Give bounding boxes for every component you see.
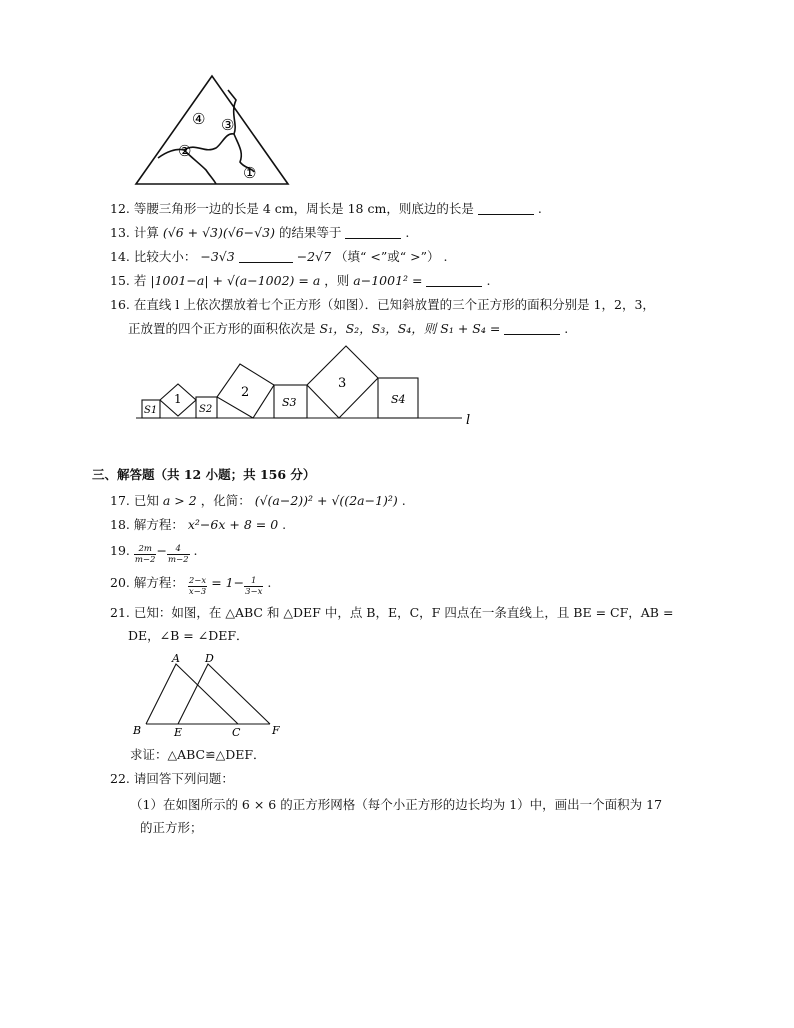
- question-text: 比较大小：: [133, 249, 197, 264]
- question-end: .: [401, 493, 406, 508]
- math-expression: (√(a−2))² + √((2a−1)²): [254, 493, 398, 508]
- question-15: [110, 272, 490, 290]
- question-21-proof: 求证：△ABC≌△DEF．: [130, 747, 266, 762]
- answer-blank: [478, 202, 534, 215]
- question-text: 请回答下列问题：: [133, 771, 234, 786]
- vertex-label-a: A: [172, 652, 180, 665]
- question-text: 已知: [133, 493, 159, 508]
- math-expression: S₁，S₂，S₃，S₄，则 S₁ + S₄ =: [319, 321, 501, 336]
- question-number: 19.: [110, 543, 130, 558]
- vertex-label-c: C: [232, 726, 241, 739]
- question-end: .: [443, 249, 448, 264]
- math-expression: a−1001² =: [353, 273, 423, 288]
- fraction-denominator: m−2: [134, 555, 156, 565]
- question-number: 21.: [110, 605, 130, 620]
- question-text: 若: [133, 273, 147, 288]
- math-expression: |1001−a| + √(a−1002) = a: [150, 273, 321, 288]
- question-21: [110, 604, 673, 622]
- question-16-line-2: [128, 320, 568, 338]
- question-text: 解方程：: [133, 575, 184, 590]
- square-label-3: 3: [338, 376, 347, 391]
- question-21-line-2: DE，∠B = ∠DEF．: [128, 628, 249, 643]
- question-22-part-1-line-2: 的正方形；: [140, 820, 203, 835]
- question-number: 18.: [110, 517, 130, 532]
- question-end: .: [537, 201, 542, 216]
- question-number: 16.: [110, 297, 130, 312]
- question-end: .: [486, 273, 491, 288]
- section-title: 三、解答题（共 12 小题；共 156 分）: [92, 467, 316, 482]
- question-number: 22.: [110, 771, 130, 786]
- fraction: [188, 576, 207, 597]
- question-14: [110, 248, 447, 266]
- line-label-l: l: [466, 413, 471, 428]
- question-number: 13.: [110, 225, 130, 240]
- vertex-label-f: F: [272, 724, 280, 737]
- question-text: ，则: [324, 273, 350, 288]
- squares-on-line-figure: [130, 340, 480, 432]
- fraction: [134, 544, 157, 565]
- question-22: [110, 770, 234, 788]
- question-number: 17.: [110, 493, 130, 508]
- fraction-numerator: 4: [167, 544, 190, 555]
- region-label-4: ④: [192, 110, 206, 128]
- question-text: 计算: [133, 225, 159, 240]
- question-13: [110, 224, 409, 242]
- vertex-label-b: B: [133, 724, 142, 737]
- question-20: [110, 574, 271, 597]
- question-17: [110, 492, 406, 510]
- region-label-3: ③: [221, 116, 235, 134]
- answer-blank: [426, 274, 482, 287]
- fraction-numerator: 2m: [134, 544, 157, 555]
- question-end: .: [193, 543, 198, 558]
- question-text: 已知：如图，在 △ABC 和 △DEF 中，点 B，E，C，F 四点在一条直线上，且 BE = CF，AB =: [133, 605, 674, 620]
- square-label-s4: S4: [391, 393, 406, 406]
- question-number: 14.: [110, 249, 130, 264]
- question-text: 解方程：: [133, 517, 184, 532]
- question-number: 12.: [110, 201, 130, 216]
- vertex-label-d: D: [205, 652, 214, 665]
- square-label-s3: S3: [282, 396, 297, 409]
- question-22-part-1: （1）在如图所示的 6 × 6 的正方形网格（每个小正方形的边长均为 1）中，画出一个面积为 17: [130, 797, 663, 812]
- question-text: 等腰三角形一边的长是 4 cm，周长是 18 cm，则底边的长是: [133, 201, 474, 216]
- region-label-1: ①: [243, 164, 257, 182]
- square-label-2: 2: [241, 385, 250, 400]
- answer-blank: [239, 250, 293, 263]
- math-expression: x²−6x + 8 = 0: [187, 517, 279, 532]
- question-text: 的结果等于: [278, 225, 342, 240]
- two-triangles-figure: [128, 650, 288, 740]
- square-label-s2: S2: [199, 404, 213, 415]
- question-12: [110, 200, 542, 218]
- question-text: ，化简：: [200, 493, 251, 508]
- fraction-denominator: x−3: [188, 587, 207, 597]
- minus-sign: −: [156, 543, 167, 558]
- square-label-1: 1: [174, 392, 182, 406]
- fraction-denominator: m−2: [167, 555, 189, 565]
- square-label-s1: S1: [144, 405, 158, 416]
- question-end: .: [564, 321, 569, 336]
- math-expression: −2√7: [296, 249, 332, 264]
- vertex-label-e: E: [174, 726, 183, 739]
- answer-blank: [504, 322, 560, 335]
- question-note: （填“ <”或“ >”）: [335, 249, 440, 264]
- math-expression: −3√3: [200, 249, 235, 264]
- question-number: 20.: [110, 575, 130, 590]
- question-text: 正放置的四个正方形的面积依次是: [128, 321, 316, 336]
- question-end: .: [282, 517, 287, 532]
- math-expression: = 1−: [211, 575, 245, 590]
- fraction-numerator: 1: [244, 576, 263, 587]
- region-label-2: ②: [178, 142, 192, 160]
- triangle-regions-figure: [126, 72, 296, 190]
- question-end: .: [267, 575, 272, 590]
- question-16: [110, 296, 655, 314]
- question-text: 在直线 l 上依次摆放着七个正方形（如图）．已知斜放置的三个正方形的面积分别是 1，2，3，: [133, 297, 655, 312]
- math-expression: (√6 + √3)(√6−√3): [162, 225, 275, 240]
- math-expression: a > 2: [162, 493, 197, 508]
- fraction-denominator: 3−x: [245, 587, 263, 597]
- fraction: [244, 576, 263, 597]
- fraction: [167, 544, 190, 565]
- question-18: [110, 516, 286, 534]
- answer-blank: [345, 226, 401, 239]
- fraction-numerator: 2−x: [188, 576, 207, 586]
- question-number: 15.: [110, 273, 130, 288]
- question-end: .: [405, 225, 410, 240]
- question-19: [110, 542, 198, 565]
